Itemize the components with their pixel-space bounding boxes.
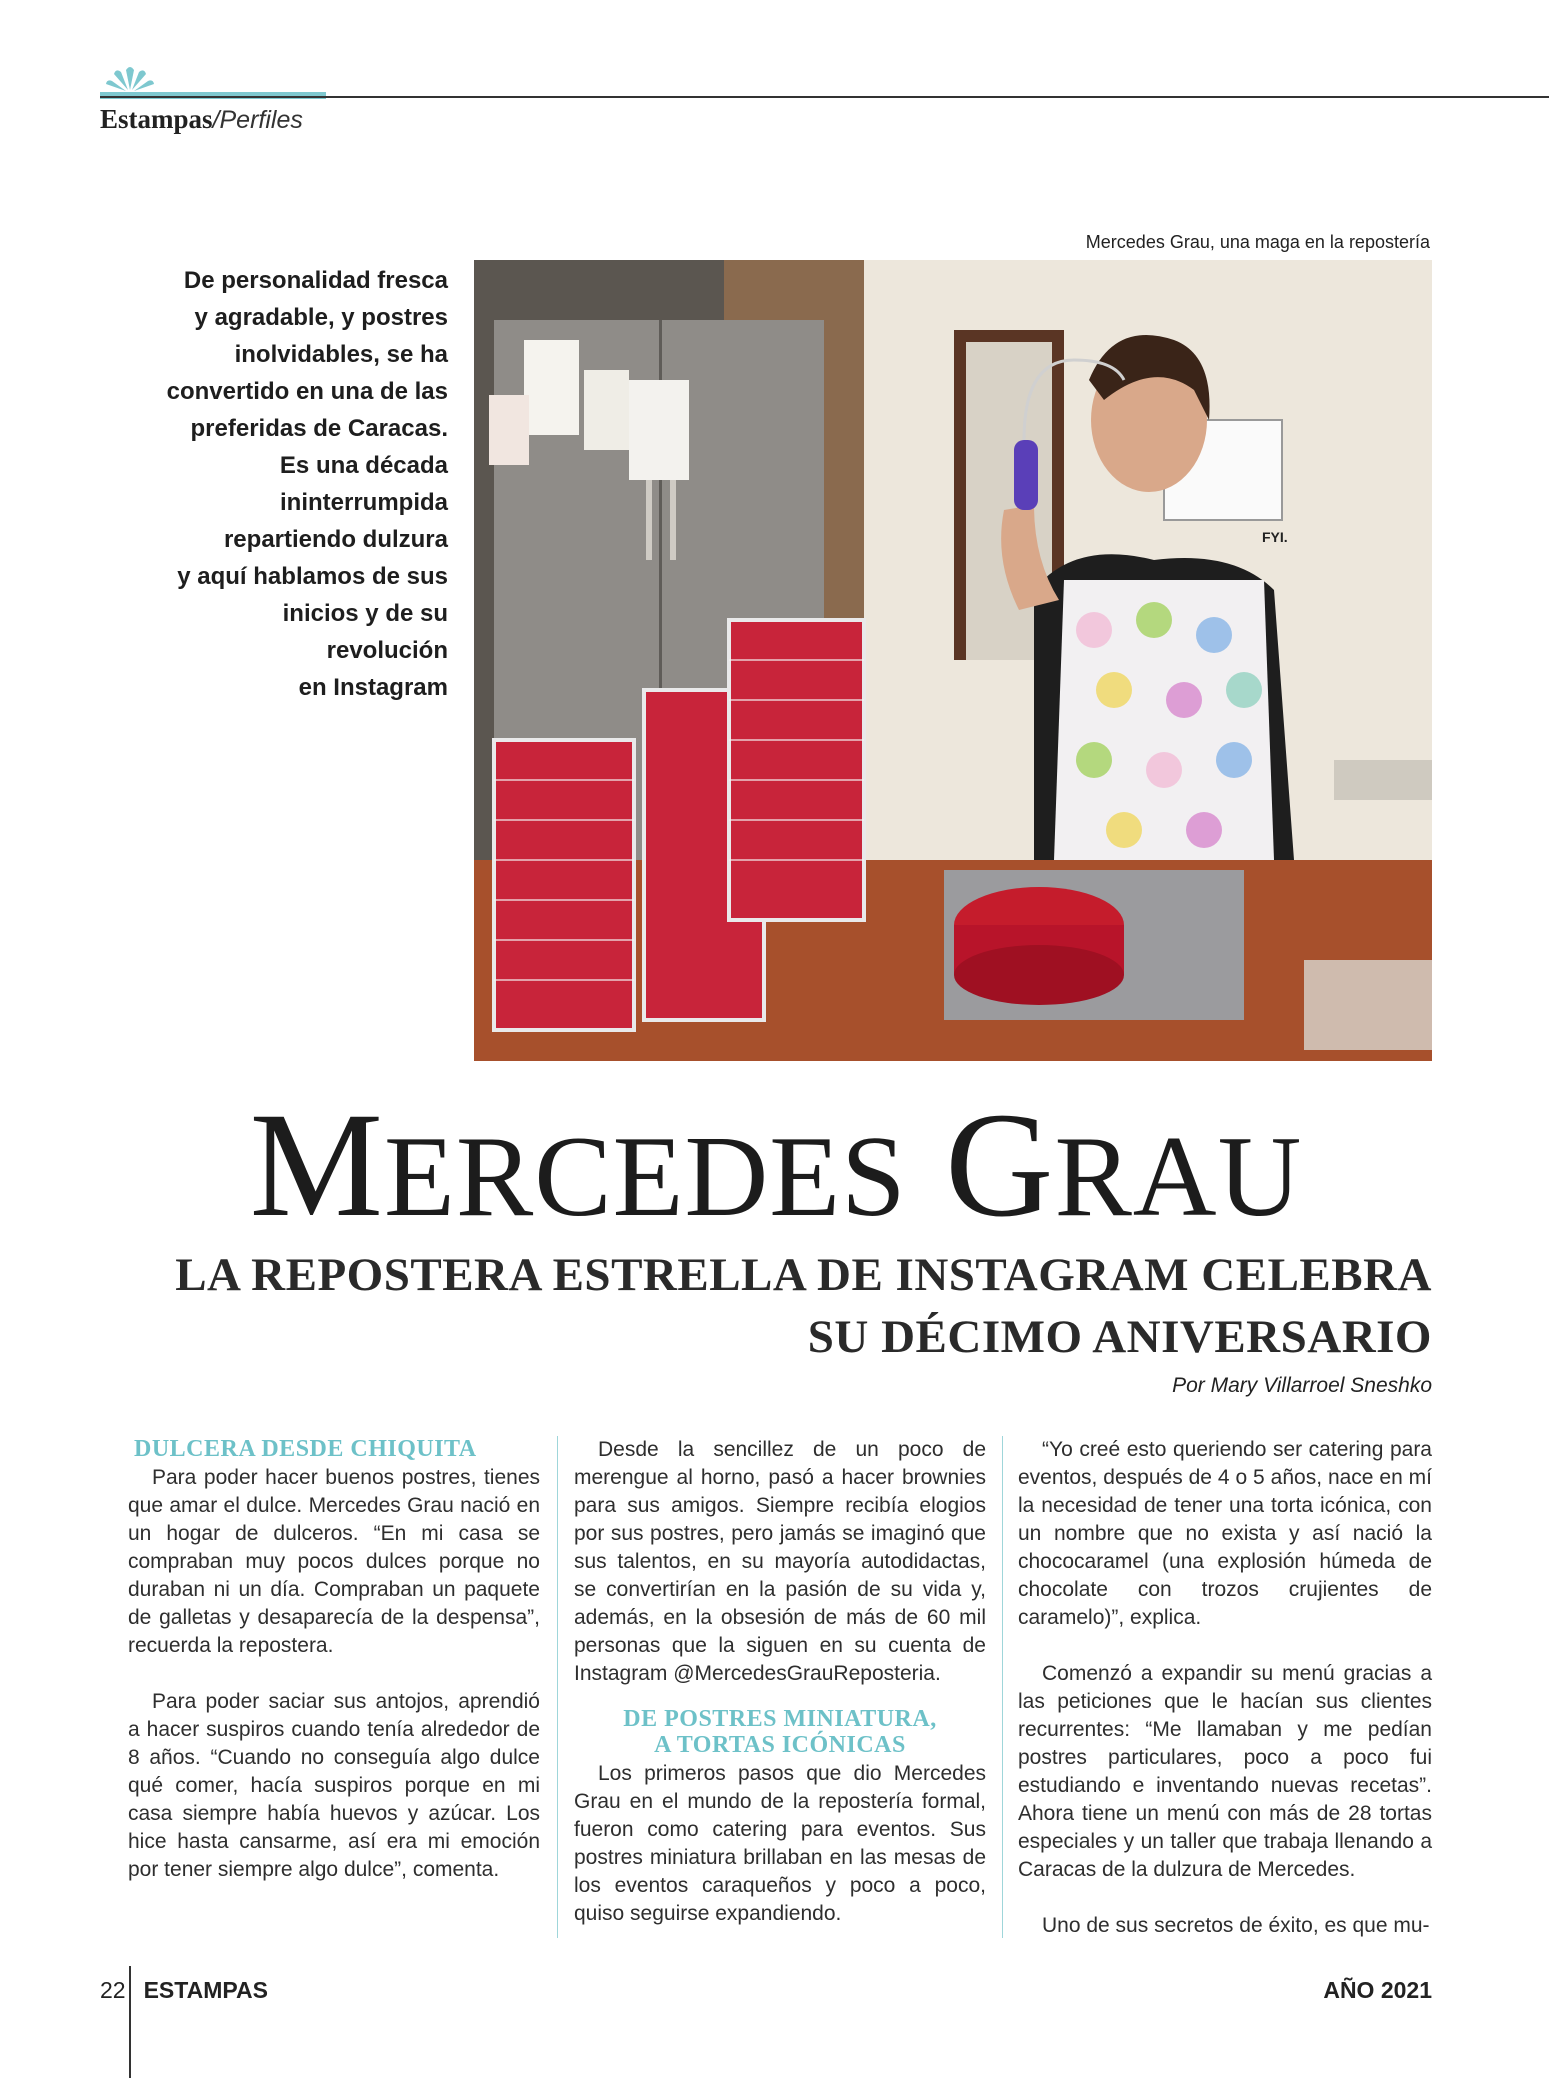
intro-line: repartiendo dulzura (223, 526, 448, 553)
section-heading (574, 1706, 986, 1758)
section-heading-line: A TORTAS ICÓNICAS (654, 1732, 906, 1758)
byline: Por Mary Villarroel Sneshko (1172, 1374, 1432, 1397)
intro-line: ininterrumpida (279, 489, 448, 516)
column-1 (128, 1436, 540, 1912)
section-separator: / (212, 106, 220, 134)
headline-title (120, 1082, 1432, 1252)
column-2 (574, 1436, 986, 1956)
section-heading: DULCERA DESDE CHIQUITA (134, 1436, 477, 1462)
section-heading-line: DE POSTRES MINIATURA, (623, 1706, 937, 1732)
intro-line: inicios y de su (282, 600, 448, 627)
intro-line: revolución (326, 637, 448, 664)
paragraph: Uno de sus secretos de éxito, es que mu- (1042, 1914, 1430, 1937)
intro-line: en Instagram (298, 674, 448, 701)
splash-logo-icon (104, 62, 156, 92)
intro-deck (120, 262, 448, 706)
hero-photo (474, 260, 1432, 1061)
intro-line: Es una década (279, 452, 448, 479)
column-3 (1018, 1436, 1432, 1968)
paragraph: Desde la sencillez de un poco de merengue al horno, pasó a hacer brownies para sus amigos. Siempre recibía elogios por sus postres, pero jamás se imaginó que sus talentos, en su mayoría autodidactas, se convertirían en la pasión de su vida y, además, en la obsesión de más de 60 mil personas que la siguen en su cuenta de Instagram @MercedesGrauReposteria. (574, 1438, 986, 1685)
page-number: 22 (100, 1977, 126, 2003)
intro-line: De personalidad fresca (183, 267, 448, 294)
header-rule (100, 96, 1549, 98)
headline-subtitle-line1: LA REPOSTERA ESTRELLA DE INSTAGRAM CELEBRA (175, 1249, 1432, 1301)
paragraph: Comenzó a expandir su menú gracias a las peticiones que le hacían sus clientes recurrentes: “Me llamaban y me pedían postres particulares, poco a poco fui estudiando e inventando nuevas recetas”. Ahora tiene un menú con más de 28 tortas especiales y un taller que trabaja llenando a Caracas de la dulzura de Mercedes. (1018, 1662, 1432, 1881)
intro-line: y agradable, y postres (194, 304, 448, 331)
column-divider (1002, 1436, 1003, 1938)
intro-line: y aquí hablamos de sus (177, 563, 448, 590)
paragraph: Los primeros pasos que dio Mercedes Grau en el mundo de la repostería formal, fueron como catering para eventos. Sus postres miniatura brillaban en las mesas de los eventos caraqueños y poco a poco, quiso seguirse expandiendo. (574, 1762, 986, 1925)
section-name: Estampas (100, 104, 213, 134)
intro-line: preferidas de Caracas. (190, 415, 448, 442)
photo-caption: Mercedes Grau, una maga en la repostería (1085, 232, 1430, 252)
column-divider (557, 1436, 558, 1938)
headline-subtitle-line2: SU DÉCIMO ANIVERSARIO (807, 1311, 1432, 1363)
subsection-name: Perfiles (219, 106, 303, 134)
paragraph: Para poder saciar sus antojos, aprendió a hacer suspiros cuando tenía alrededor de 8 años. “Cuando no conseguía algo dulce qué comer, hacía suspiros porque en mi casa siempre había huevos y azúcar. Los hice hasta cansarme, así era mi emoción por tener siempre algo dulce”, comenta. (128, 1690, 540, 1881)
section-label (100, 104, 303, 135)
footer-brand: ESTAMPAS (143, 1977, 268, 2003)
paragraph: “Yo creé esto queriendo ser catering para eventos, después de 4 o 5 años, nace en mí la necesidad de tener una torta icónica, con un nombre que no exista y así nació la chococaramel (una explosión húmeda de chocolate con trozos crujientes de caramelo)”, explica. (1018, 1438, 1432, 1629)
intro-line: inolvidables, se ha (234, 341, 448, 368)
sign-text: FYI. (1262, 529, 1288, 545)
intro-line: convertido en una de las (166, 378, 448, 405)
title-text: MERCEDES GRAU (249, 1082, 1303, 1248)
footer-year: AÑO 2021 (1323, 1977, 1432, 2003)
paragraph: Para poder hacer buenos postres, tienes que amar el dulce. Mercedes Grau nació en un hogar de dulceros. “En mi casa se compraban muy pocos dulces porque no duraban ni un día. Compraban un paquete de galletas y desaparecía de la despensa”, recuerda la repostera. (128, 1466, 540, 1657)
footer-left (100, 1977, 268, 2004)
